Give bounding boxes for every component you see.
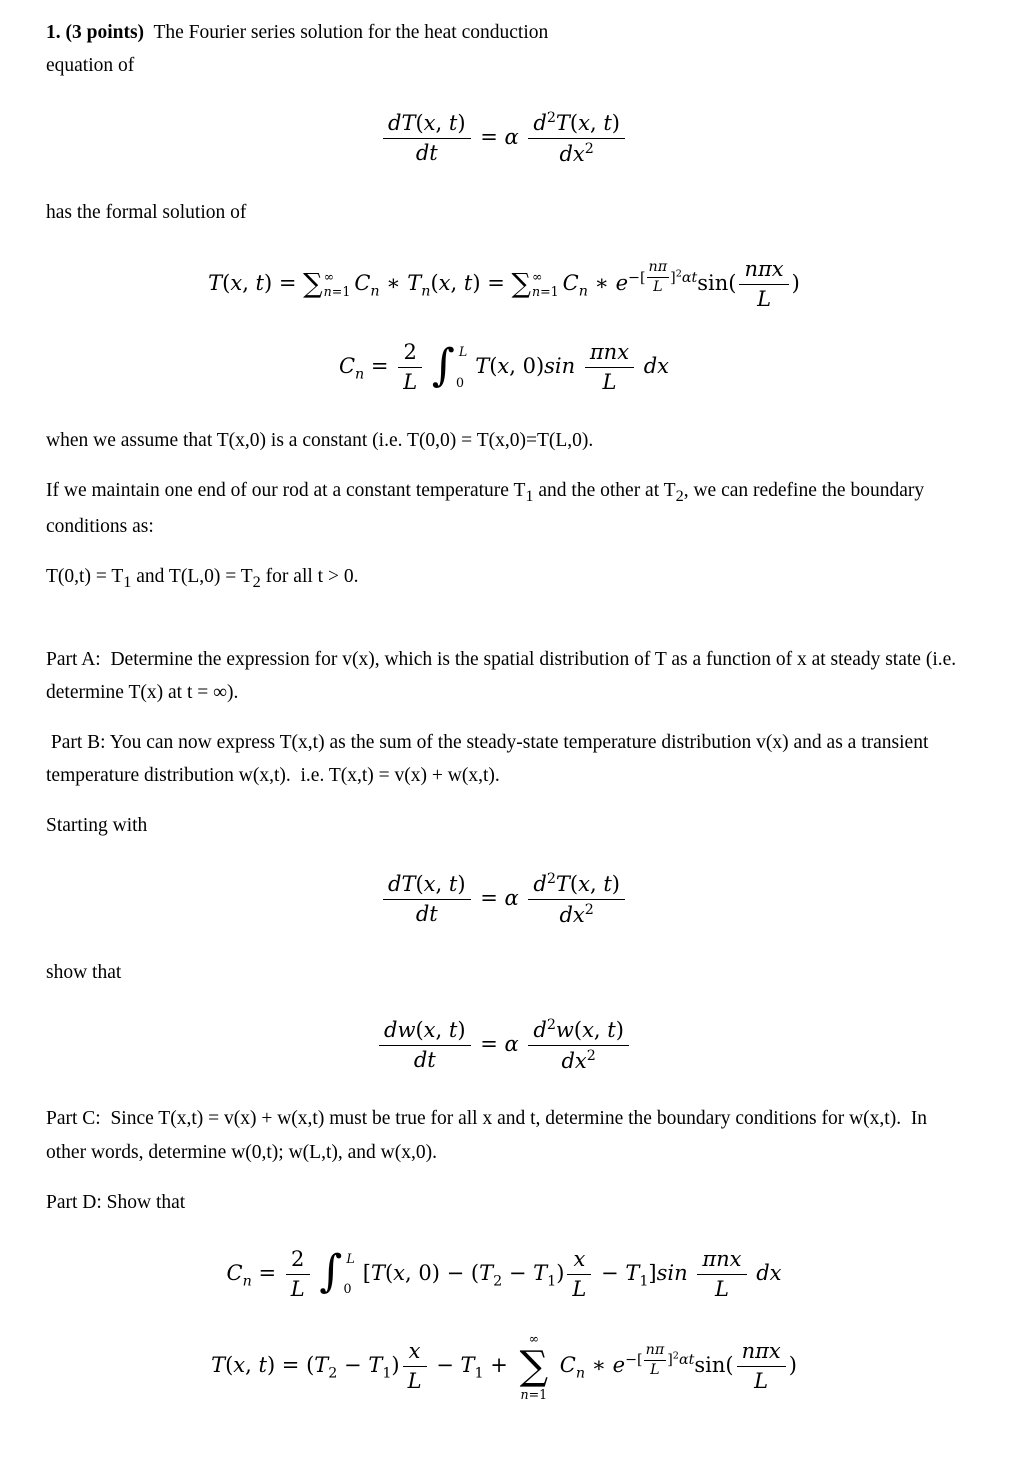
paragraph-part-c: Part C: Since T(x,t) = v(x) + w(x,t) must be true for all x and t, determine the boundary conditions for w(x,t). In other words, determine w(0,t); w(L,t), and w(x,0). xyxy=(46,1108,928,1163)
equation-w-pde: $\frac{dw(x, t)}{dt}$ = α $\frac{d^2w(x, t)}{dx^2}$ xyxy=(46,1017,962,1074)
paragraph-part-d: Part D: Show that xyxy=(46,1191,186,1213)
equation-coefficient-shifted: $C_n$ = $\frac{2}{L}$ ∫ L 0 [T(x, $0) - (T_2 - T_1)$ $\frac{x}{L}$ − $T_1]\sin$ $\frac{\text{πnx}}{L}$ dx xyxy=(226,1246,782,1302)
equation-full-solution: T(x, $t) = (T_2 - T_1)$ $\frac{x}{L}$ − $T_1$ + ∞ ∑ n=1 $C_n$ ∗ $e^{-[ \frac{n\pi}{L} ]^2\alpha t}\sin$( $\frac{\text{nπx}}{L}$ ) xyxy=(211,1331,797,1402)
equation-formal-solution: T(x, t) = ∑ ∞ n=1 $C_n$ ∗ $T_n(x$, t) = ∑ ∞ n=1 $C_n$ ∗ $e^{-[ \frac{n\pi}{L} ]^2\alpha t}\sin$( $\frac{\text{nπx}}{L}$ ) xyxy=(208,256,800,311)
paragraph-maintain-ends: If we maintain one end of our rod at a constant temperature $T_1$ and the other at $T_2$, we can redefine the boundary conditions as: xyxy=(46,479,925,538)
paragraph-formal-solution: has the formal solution of xyxy=(46,201,247,223)
paragraph-starting-with: Starting with xyxy=(46,815,148,837)
paragraph-part-a: Part A: Determine the expression for v(x), which is the spatial distribution of T as a function of x at steady state (i.e. determine T(x) at t = ∞). xyxy=(46,648,957,703)
paragraph-assume-constant: when we assume that T(x,0) is a constant (i.e. T(0,0) = T(x,0)=T(L,0). xyxy=(46,429,594,451)
equation-heat-pde: $\frac{dT(x, t)}{dt}$ = α $\frac{d^2T(x, t)}{dx^2}$ xyxy=(46,110,962,167)
equation-coefficient: $C_n$ = $\frac{2}{L}$ ∫ L 0 T(x, 0)sin $\frac{\text{πnx}}{L}$ dx xyxy=(338,339,670,395)
paragraph-boundary-conditions: $T(0,t) = T_1$ and $T(L,0) = T_2$ for all t > 0. xyxy=(46,566,359,592)
problem-heading: 1. (3 points) The Fourier series solution for the heat conduction equation of xyxy=(46,22,549,77)
equation-heat-pde-repeat: $\frac{dT(x, t)}{dt}$ = α $\frac{d^2T(x, t)}{dx^2}$ xyxy=(46,871,962,928)
paragraph-part-b: Part B: You can now express T(x,t) as the sum of the steady-state temperature distribution v(x) and as a transient temperature distribution w(x,t). i.e. T(x,t) = v(x) + w(x,t). xyxy=(46,732,929,787)
paragraph-show-that: show that xyxy=(46,961,122,983)
